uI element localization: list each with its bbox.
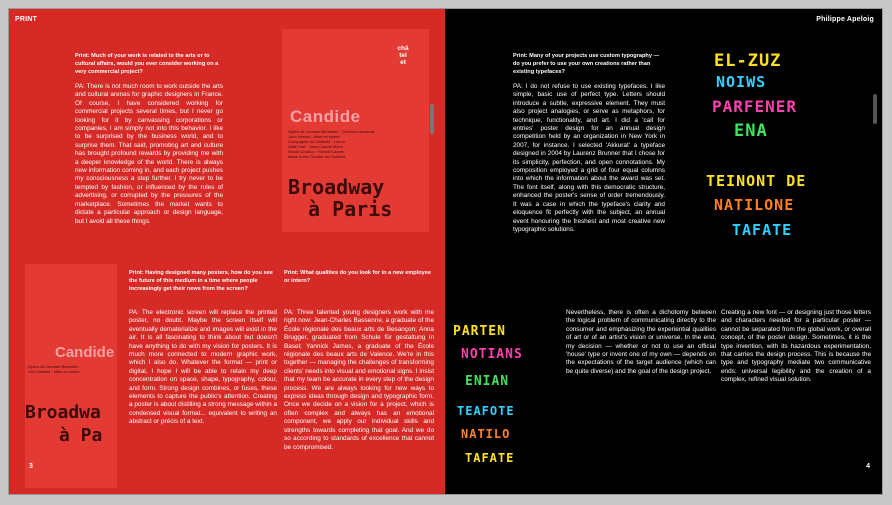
- typo-line-2: NOIWS: [716, 73, 767, 91]
- poster-title: Candide: [290, 107, 361, 126]
- left-page: [9, 9, 446, 494]
- page-number-left: 3: [29, 463, 33, 470]
- poster-a-paris: à Paris: [308, 197, 393, 221]
- chatelet-logo: châ tel et: [397, 45, 409, 66]
- poster-broadway: Broadway: [288, 175, 385, 199]
- typo2-line-4: TEAFOTE: [457, 404, 515, 418]
- question-2: Print: Having designed many posters, how do you see the future of this medium in a time where people increasingly get their news from the screen?: [129, 270, 273, 292]
- typographic-poster-2: [451, 319, 559, 479]
- typo-line-1: EL-ZUZ: [714, 51, 782, 71]
- answer-1: PA: There is not much room to work outside the arts and cultural arenas for graphic designers in France. Of course, I have considered working for commercial projects several times, but I never go looking for it by canvassing corporations or companies, I am simply not into this behavior. I like to be surprised by the business world, and to surprise them. That said, promoting art and culture has brought profound rewards by providing me with a deeper knowledge of the world. There is always new information coming in, and each project pushes my consciousness a step further. I try never to be tempted by fashion, or influenced by the rules of advertising, or corrupted by the pressures of the marketplace. Sometimes the market wants to dictate a particular approach or design language, but I avoid all these things.: [75, 83, 223, 225]
- poster2-credits: Opéra de Leonard Bernstein John Neelsd · Mise en scène: [28, 364, 80, 374]
- typo2-line-1: PARTEN: [453, 324, 506, 339]
- answer-2: PA: The electronic screen will replace the printed poster, no doubt. Maybe the screen itself will eventually dematerialize and images will exist in the air. It is all fascinating to think about but doesn't have anything to do with my vision for posters. It is much more connected to modern graphic work, which I also do. Whatever the format — print or digital, I hope I will be able to retain my deep concentration on space, shape, typography, colour, and form. Strong design combines, or fuses, these elements to capture the public's attention. Creating a poster is about distilling a strong message within a condensed visual format... equivalent to writing an abstract or précis of a text.: [129, 309, 277, 426]
- poster2-broadway: Broadwa: [25, 402, 101, 423]
- question-3: Print: What qualities do you look for in a new employee or intern?: [284, 270, 432, 284]
- page-number-right: 4: [866, 463, 870, 470]
- magazine-spread: [9, 9, 882, 494]
- typo2-line-5: NATILO: [461, 427, 511, 441]
- candide-poster: [282, 29, 429, 232]
- poster2-title: Candide: [55, 344, 115, 361]
- answer-5: Nevertheless, there is often a dichotomy between the logical problem of communicating directly to the consumer and emphasizing the experiential qualities of art or of an artist's vision or universe. In the end, my decision — whether or not to use an official 'house' type or invent one of my own — depends on the expectations of the target audience (which can be quite diverse) and the goal of the design project.: [566, 309, 716, 375]
- answer-6: Creating a new font — or designing just those letters and characters needed for a particular poster — cannot be separated from the global work, or overall concept, of the poster design. Sometimes, it is the type invention, with its hazardous experimentation, that carries the design process. This is because the type and typography mediate two communicative ends: universal legibility and the creation of a complex, refined visual solution.: [721, 309, 871, 384]
- question-1: Print: Much of your work is related to the arts or to cultural affairs, would you ever consider working on a very commercial project?: [75, 53, 219, 75]
- typo-line-7: TAFATE: [732, 221, 793, 239]
- scrollbar-right[interactable]: [873, 94, 877, 124]
- typo2-line-2: NOTIANS: [461, 347, 523, 362]
- typo-line-6: NATILONE: [714, 196, 795, 214]
- candide-poster-2: [25, 264, 117, 488]
- running-head-left: PRINT: [15, 16, 37, 23]
- typo-line-3: PARFENER: [712, 97, 798, 116]
- scrollbar-left[interactable]: [430, 104, 434, 134]
- answer-3: PA: Three talented young designers work with me right now: Jean-Charles Bassenne, a graduate of the École régionale des beaux arts de Besançon; Anna Brugger, graduated from Schule für gestaltung in Basel; Yannick James, a graduate of the École régionale des beaux arts de Valence. We're in this together — managing the challenges of transforming clients' needs into visual and emotional signs. I insist that my team be accurate in every step of the design process. We are always looking for new ways to express ideas through design and typographic form. Once we decide on a vision for a project, which is often complex and always has an emotional component, we apply our individual skills and strengths towards completing that goal. And we do so according to standards of excellence that cannot be compromised.: [284, 309, 434, 451]
- typo-line-5: TEINONT DE: [706, 172, 807, 190]
- typo-line-4: ENA: [734, 121, 768, 141]
- poster2-a-paris: à Pa: [59, 425, 103, 446]
- question-4: Print: Many of your projects use custom typography — do you prefer to use your own creations rather than existing typefaces?: [513, 53, 660, 75]
- typographic-poster: [696, 29, 864, 251]
- poster-credits: Opéra de Leonard Bernstein · Direction musicale John Neelsd · Mise en scène Compagnie du Châtelet · Lorem Salle Hart · Jean-Claude Marie Nicole Chaillou · Robert Carsen Ideas in the Theatre du Châtelet: [288, 129, 375, 159]
- right-page: [446, 9, 882, 494]
- answer-4: PA: I do not refuse to use existing typefaces. I like simple, basic use of perfect type. Letters should introduce a subtle, expressive element. They must also project analogies, or serve as metaphors, for technique, functionality, and art. I did a 'call for entries' poster design for an annual design competition held by an organization in New York in 2007, for instance. I selected 'Akkurat' a typeface designed in 2004 by Laurenz Brunner that I chose for its simplicity, perfection, and open connotations. My composition employed a grid of four equal columns into which the information about the award was set. The font itself, along with this democratic structure, enhanced the poster's sense of order tremendously. It was a case in which the typeface's clarity and eloquence fit perfectly with the subject, an annual event honouring the freshest and most creative new typographic solutions.: [513, 83, 665, 233]
- running-head-right: Philippe Apeloig: [816, 16, 874, 23]
- typo2-line-6: TAFATE: [465, 451, 515, 465]
- typo2-line-3: ENIAN: [465, 374, 510, 389]
